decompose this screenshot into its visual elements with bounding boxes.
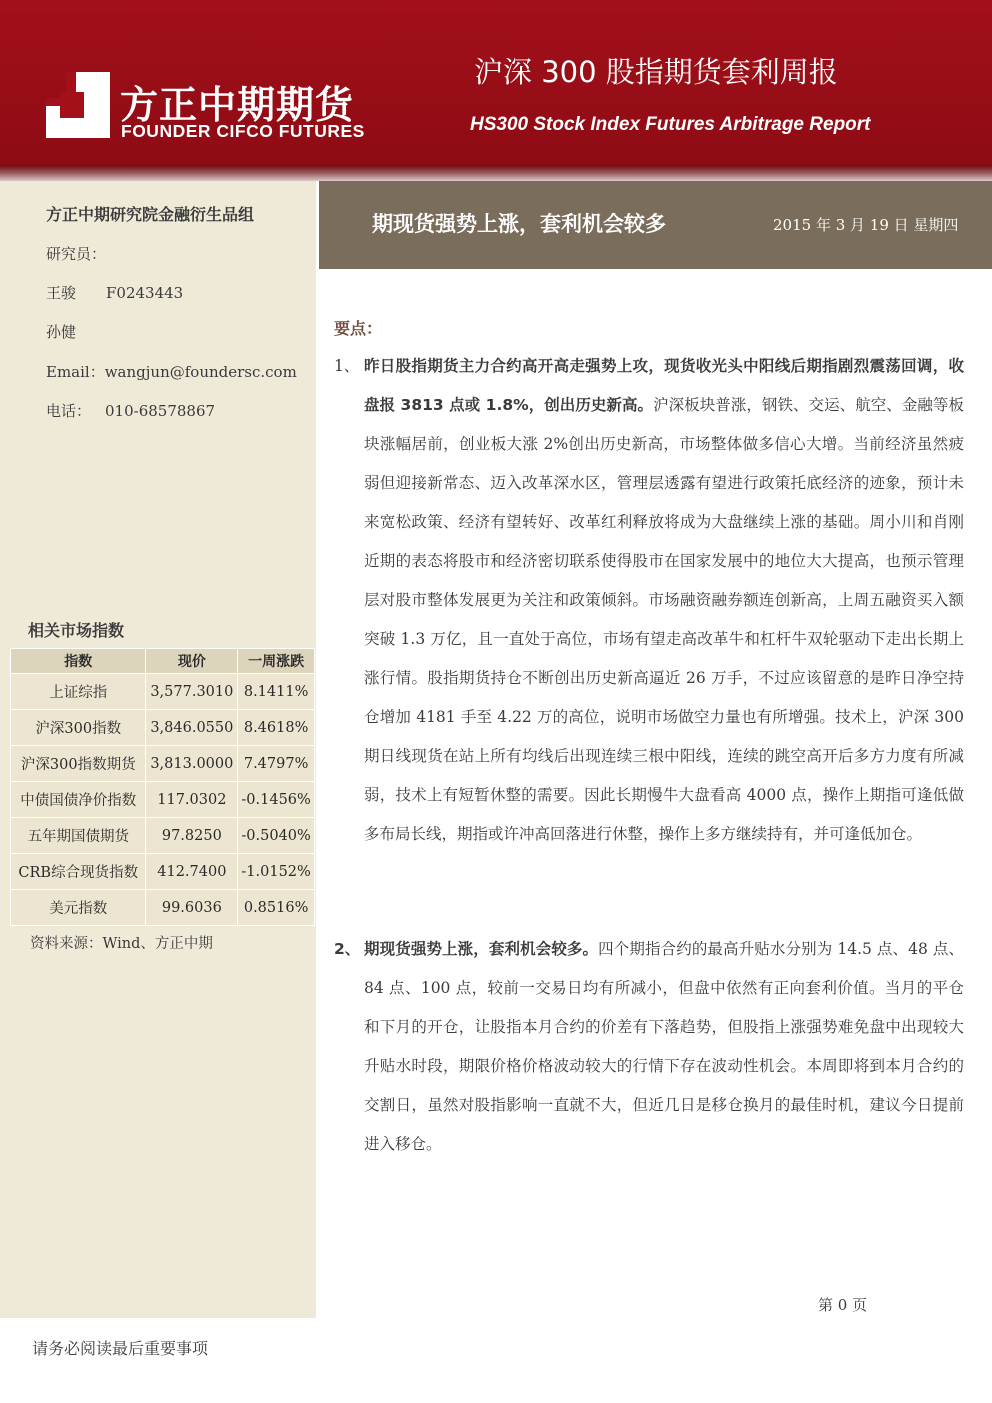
index-price: 117.0302 [146,782,238,818]
point-text: 沪深板块普涨，钢铁、交运、航空、金融等板块涨幅居前，创业板大涨 2%创出历史新高，市场整体做多信心大增。当前经济虽然疲弱但迎接新常态、迈入改革深水区，管理层透露有望进行政策托底经济的迹象，预计未来宽松政策、经济有望转好、改革红利释放将成为大盘继续上涨的基础。周小川和肖刚近期的表态将股市和经济密切联系使得股市在国家发展中的地位大大提高，也预示管理层对股市整体发展更为关注和政策倾斜。市场融资融券额连创新高，上周五融资买入额突破 1.3 万亿，且一直处于高位，市场有望走高改革牛和杠杆牛双轮驱动下走出长期上涨行情。股指期货持仓不断创出历史新高逼近 26 万手，不过应该留意的是昨日净空持仓增加 4181 手至 4.22 万的高位，说明市场做空力量也有所增强。技术上，沪深 300 期日线现货在站上所有均线后出现连续三根中阳线，连续的跳空高开后多方力度有所减弱，技术上有短暂休整的需要。因此长期慢牛大盘看高 4000 点，操作上期指可逢低做多布局长线，期指或许冲高回落进行休整，操作上多方继续持有，并可逢低加仓。 [364,396,964,843]
key-points-label: 要点： [334,319,383,338]
point-body [364,347,964,854]
index-name: 上证综指 [11,674,146,710]
index-change: 8.1411% [238,674,315,710]
table-row [11,890,315,926]
report-subtitle: HS300 Stock Index Futures Arbitrage Report [470,114,871,135]
index-change: 0.8516% [238,890,315,926]
researcher-id: F0243443 [106,284,184,302]
researcher-name: 孙健 [46,323,77,341]
index-change: -1.0152% [238,854,315,890]
phone-label: 电话： [46,402,92,420]
index-price: 97.8250 [146,818,238,854]
point-body [364,930,964,1164]
point-number: 1、 [334,357,360,375]
report-header [0,0,992,165]
report-title: 沪深 300 股指期货套利周报 [474,55,838,89]
column-header: 指数 [11,649,146,674]
index-price: 3,577.3010 [146,674,238,710]
market-index-table-title: 相关市场指数 [28,621,125,640]
researcher-name: 王骏 [46,284,77,302]
header-divider [0,165,992,181]
disclaimer-note: 请务必阅读最后重要事项 [32,1339,209,1358]
headline: 期现货强势上涨，套利机会较多 [372,212,666,236]
research-group: 方正中期研究院金融衍生品组 [46,205,255,224]
founder-logo-icon [46,72,110,138]
page-number: 第 0 页 [818,1296,868,1314]
company-name-en: FOUNDER CIFCO FUTURES [121,121,365,141]
column-header: 一周涨跌 [238,649,315,674]
researcher-2 [46,321,76,342]
index-name: 美元指数 [11,890,146,926]
report-date: 2015 年 3 月 19 日 星期四 [773,216,959,234]
index-price: 412.7400 [146,854,238,890]
point-number: 2、 [334,940,361,958]
column-header: 现价 [146,649,238,674]
table-row [11,782,315,818]
phone-line [46,400,215,421]
index-price: 3,813.0000 [146,746,238,782]
index-name: 沪深300指数期货 [11,746,146,782]
table-header-row [11,649,315,674]
index-change: -0.5040% [238,818,315,854]
email-label: Email： [46,363,105,381]
index-change: 8.4618% [238,710,315,746]
email-address[interactable]: wangjun@foundersc.com [104,363,297,381]
index-price: 99.6036 [146,890,238,926]
table-row [11,674,315,710]
table-row [11,818,315,854]
point-highlight: 期现货强势上涨，套利机会较多。 [364,940,599,958]
key-point-1 [334,347,964,854]
phone-number: 010-68578867 [105,402,216,420]
index-name: 中债国债净价指数 [11,782,146,818]
table-row [11,854,315,890]
index-price: 3,846.0550 [146,710,238,746]
index-name: 五年期国债期货 [11,818,146,854]
data-source-note: 资料来源：Wind、方正中期 [30,936,213,952]
index-name: CRB综合现货指数 [11,854,146,890]
email-line [46,361,297,382]
index-name: 沪深300指数 [11,710,146,746]
researcher-1 [46,282,183,303]
index-change: -0.1456% [238,782,315,818]
point-highlight: 昨日股指期货主力合约高开高走强势上攻，现货收光头中阳线后期指剧烈震荡回调，收盘报 3813 点或 1.8%，创出历史新高。 [364,357,964,414]
researcher-label: 研究员： [46,245,107,263]
table-row [11,746,315,782]
table-row [11,710,315,746]
key-point-2 [334,930,964,1164]
point-text: 四个期指合约的最高升贴水分别为 14.5 点、48 点、84 点、100 点，较前一交易日均有所减小，但盘中依然有正向套利价值。当月的平仓和下月的开仓，让股指本月合约的价差有下落趋势，但股指上涨强势难免盘中出现较大升贴水时段，期限价格价格波动较大的行情下存在波动性机会。本周即将到本月合约的交割日，虽然对股指影响一直就不大，但近几日是移仓换月的最佳时机，建议今日提前进入移仓。 [364,940,964,1153]
market-index-table [10,648,315,926]
index-change: 7.4797% [238,746,315,782]
company-name-cn: 方正中期期货 [120,83,355,127]
